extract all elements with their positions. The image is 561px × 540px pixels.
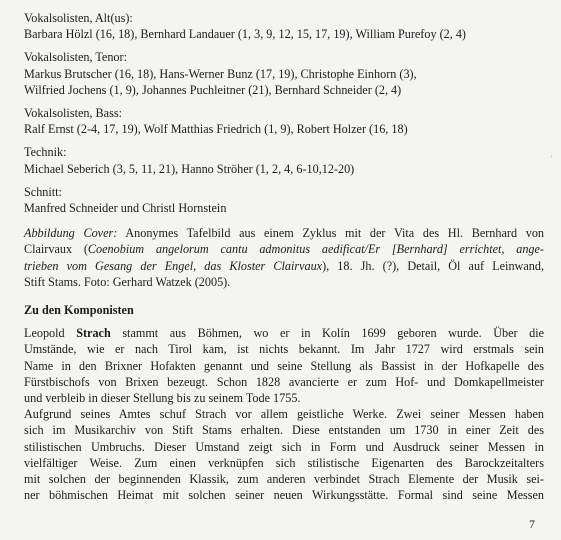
caption-line: Abbildung Cover: Anonymes Tafelbild aus einem Zyklus mit der Vita des Hl. Bernhard von xyxy=(24,226,545,241)
credit-tenor xyxy=(24,49,544,98)
credit-heading: Technik: xyxy=(24,145,67,160)
paragraph-line: Umstände, wie er nach Tirol kam, ist nichts bekannt. Im Jahr 1727 wird erstmals sein xyxy=(24,342,544,357)
margin-mark: ʿ xyxy=(550,155,554,166)
paragraph-line: Leopold Strach stammt aus Böhmen, wo er in Kolín 1699 geboren wurde. Über die xyxy=(24,326,545,341)
cover-caption xyxy=(24,225,544,290)
section-heading: Zu den Komponisten xyxy=(24,303,134,318)
credit-line: Markus Brutscher (16, 18), Hans-Werner Bunz (17, 19), Christophe Einhorn (3), xyxy=(24,66,417,81)
composer-name: Strach xyxy=(76,326,111,341)
paragraph-line: Name in den Brixner Hofakten genannt und seine Stellung als Bassist in der Hofkapelle des xyxy=(24,358,544,373)
paragraph-line: sich im Musikarchiv von Stift Stams erhalten. Diese entstanden um 1730 in einer Zeit des xyxy=(24,423,544,438)
paragraph-line: stilistischen Umbruchs. Dieser Umstand zeigt sich in Form und Ausdruck seiner Messen in xyxy=(24,439,544,454)
credit-line: Barbara Hölzl (16, 18), Bernhard Landauer (1, 3, 9, 12, 15, 17, 19), William Purefoy (2, 4) xyxy=(24,27,466,42)
page-number: 7 xyxy=(529,517,535,531)
paragraph-line: Aufgrund seines Amtes schuf Strach vor allem geistliche Werke. Zwei seiner Messen haben xyxy=(24,407,544,422)
credit-heading: Vokalsolisten, Alt(us): xyxy=(24,11,133,25)
paragraph-line: und verbleib in dieser Stellung bis zu seinem Tode 1755. xyxy=(24,391,301,406)
credit-heading: Vokalsolisten, Tenor: xyxy=(24,50,127,65)
credit-heading: Vokalsolisten, Bass: xyxy=(24,106,122,121)
caption-label: Abbildung Cover: xyxy=(24,226,118,241)
booklet-page xyxy=(24,10,544,503)
caption-line: trieben vom Gesang der Engel, das Kloster Clairvaux), 18. Jh. (?), Detail, Öl auf Leinwand, xyxy=(24,258,544,273)
caption-line: Stift Stams. Foto: Gerhard Watzek (2005). xyxy=(24,274,231,289)
credit-bass xyxy=(24,105,544,137)
paragraph-line: ner böhmischen Heimat mit solchen seiner neuen Wirkungsstätte. Formal sind seine Messen xyxy=(24,488,544,503)
credit-alt xyxy=(24,10,544,42)
paragraph-strach-bio xyxy=(24,325,544,406)
paragraph-line: Fürstbischofs von Brixen bezeugt. Schon 1828 avancierte er zum Hof- und Domkapellmeister xyxy=(24,374,544,389)
credit-heading: Schnitt: xyxy=(24,184,62,199)
credit-schnitt xyxy=(24,184,544,216)
paragraph-line: vielfältiger Weise. Zum einen verknüpfen sich stilistische Eigenarten des Barockzeitalters xyxy=(24,455,544,470)
caption-line: Clairvaux (Coenobium angelorum cantu admonitus aedificat/Er [Bernhard] errichtet, ange- xyxy=(24,242,544,257)
credit-line: Wilfried Jochens (1, 9), Johannes Puchleitner (21), Bernhard Schneider (2, 4) xyxy=(24,82,402,97)
paragraph-line: mit solchen der beginnenden Klassik, zum anderen verbindet Strach Elemente der Musik sei- xyxy=(24,472,544,487)
credit-line: Michael Seberich (3, 5, 11, 21), Hanno Ströher (1, 2, 4, 6-10,12-20) xyxy=(24,161,355,176)
paragraph-strach-works xyxy=(24,406,544,503)
credit-technik xyxy=(24,144,544,176)
credit-line: Manfred Schneider und Christl Hornstein xyxy=(24,201,227,216)
credit-line: Ralf Ernst (2-4, 17, 19), Wolf Matthias Friedrich (1, 9), Robert Holzer (16, 18) xyxy=(24,122,408,137)
